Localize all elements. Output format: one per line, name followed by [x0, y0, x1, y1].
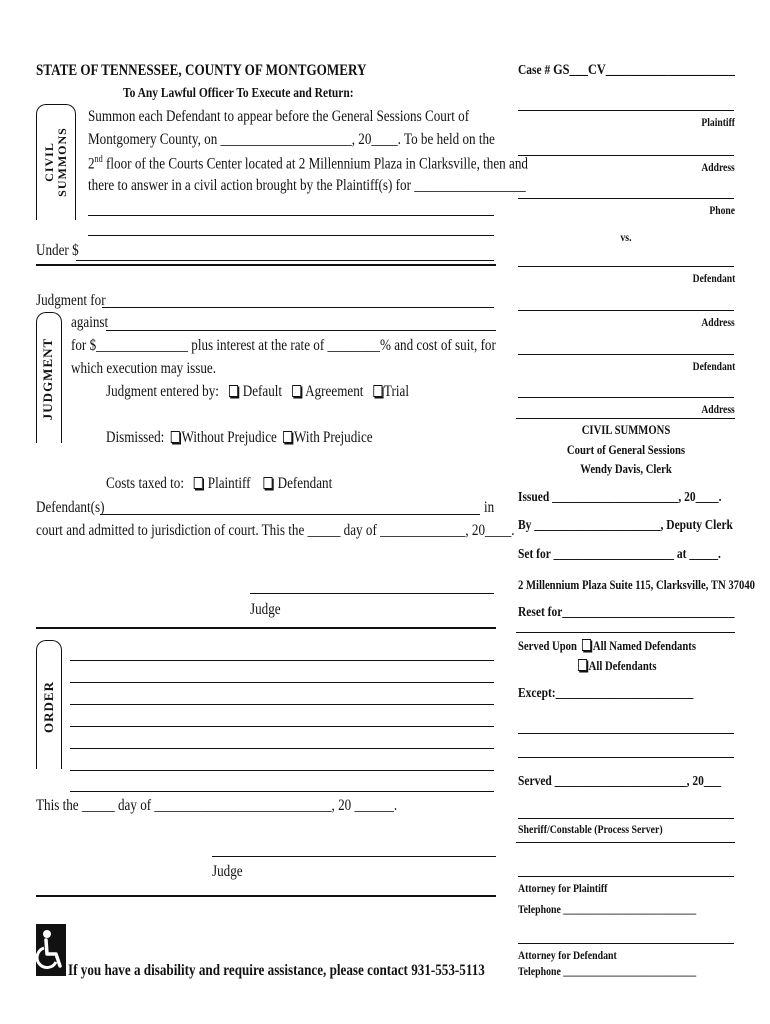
defendant-attorney-label: Attorney for Defendant: [518, 948, 617, 962]
trial-checkbox[interactable]: [373, 385, 382, 397]
summons-line-3: 2nd floor of the Courts Center located at 2 Millennium Plaza in Clarksville, then and: [88, 154, 528, 173]
court-address: 2 Millennium Plaza Suite 115, Clarksville, TN 37040: [518, 577, 756, 592]
order-line-5[interactable]: [70, 748, 494, 749]
civil-summons-title: CIVIL SUMMONS: [581, 422, 671, 437]
default-checkbox[interactable]: [229, 385, 238, 397]
civil-summons-box: [36, 104, 76, 220]
case-gs-field[interactable]: GS___CV_____________________: [553, 62, 735, 78]
served-date-field[interactable]: Served _______________________, 20___: [518, 774, 722, 789]
wheelchair-icon: [36, 924, 66, 976]
section-divider: [36, 264, 496, 266]
order-line-1[interactable]: [70, 660, 494, 661]
without-prejudice-label: Without Prejudice: [181, 429, 277, 446]
served-divider: [516, 632, 735, 633]
defendant2-address-label: Address: [701, 402, 735, 416]
civil-summons-label-line1: CIVIL: [42, 142, 56, 182]
plaintiff-attorney-line[interactable]: [518, 876, 734, 877]
entered-by-label: Judgment entered by:: [106, 383, 219, 400]
defendant-attorney-line[interactable]: [518, 943, 734, 944]
summons-line-1: Summon each Defendant to appear before the General Sessions Court of: [88, 108, 470, 125]
costs-plaintiff-label: Plaintiff: [207, 475, 251, 492]
defendant2-label: Defendant: [692, 359, 735, 373]
plaintiff-line[interactable]: [518, 110, 734, 111]
judgment-for-label: Judgment for: [36, 292, 106, 309]
costs-plaintiff-checkbox[interactable]: [194, 477, 203, 489]
costs-defendant-label: Defendant: [277, 475, 333, 492]
agreement-checkbox[interactable]: [292, 385, 301, 397]
dismissed-row: [106, 429, 373, 447]
plaintiff-address-line[interactable]: [518, 155, 734, 156]
except-line-2[interactable]: [518, 733, 734, 734]
claim-line-2[interactable]: [88, 235, 494, 236]
judgment-amount-line: for $______________ plus interest at the rate of ________% and cost of suit, for: [71, 337, 496, 354]
judgment-box-label: JUDGMENT: [40, 337, 55, 421]
default-label: Default: [242, 383, 283, 400]
trial-label: Trial: [383, 383, 409, 400]
dismissed-label: Dismissed:: [106, 429, 165, 446]
served-upon-label: Served Upon: [518, 638, 577, 653]
plaintiff-attorney-phone[interactable]: Telephone ___________________________: [518, 902, 697, 916]
case-label: Case #: [518, 63, 551, 78]
court-name: Court of General Sessions: [566, 442, 686, 457]
defendant1-address-line[interactable]: [518, 310, 734, 311]
sheriff-label: Sheriff/Constable (Process Server): [518, 822, 663, 836]
defendant2-address-line[interactable]: [518, 397, 734, 398]
defendant1-line[interactable]: [518, 266, 734, 267]
defendants-label: Defendant(s): [36, 499, 105, 516]
summons-line-4: there to answer in a civil action brought by the Plaintiff(s) for _________________: [88, 177, 526, 194]
except-line-3[interactable]: [518, 757, 734, 758]
order-date-text: This the _____ day of ___________________________, 20 ______.: [36, 797, 398, 814]
claim-line-1[interactable]: [88, 215, 494, 216]
set-for-field[interactable]: Set for _____________________ at _____.: [518, 547, 721, 562]
order-judge-signature-line[interactable]: [212, 856, 496, 857]
all-defendants-checkbox[interactable]: [578, 659, 587, 671]
defendant-attorney-phone[interactable]: Telephone ___________________________: [518, 964, 697, 978]
costs-taxed-row: [106, 475, 332, 493]
disability-notice: If you have a disability and require assistance, please contact 931-553-5113: [68, 962, 485, 979]
plaintiff-attorney-label: Attorney for Plaintiff: [518, 881, 608, 895]
plaintiff-phone-line[interactable]: [518, 198, 734, 199]
judgment-for-line[interactable]: [102, 307, 494, 308]
state-county-heading: STATE OF TENNESSEE, COUNTY OF MONTGOMERY: [36, 62, 367, 79]
all-defendants-row: [578, 658, 656, 674]
reset-for-field[interactable]: Reset for______________________________: [518, 605, 735, 620]
footer-divider: [36, 895, 496, 897]
under-amount-line[interactable]: [76, 260, 494, 261]
defendants-line[interactable]: [100, 514, 480, 515]
court-admitted-text: court and admitted to jurisdiction of court. This the _____ day of _____________, 20____.: [36, 522, 515, 539]
summons-line-2: Montgomery County, on ____________________, 20____. To be held on the: [88, 131, 495, 148]
with-prejudice-label: With Prejudice: [294, 429, 373, 446]
all-named-defendants-checkbox[interactable]: [582, 639, 591, 651]
costs-defendant-checkbox[interactable]: [264, 477, 273, 489]
entered-by-row: [106, 383, 409, 401]
with-prejudice-checkbox[interactable]: [283, 431, 292, 443]
order-line-3[interactable]: [70, 704, 494, 705]
served-upon-row: [518, 638, 696, 654]
judgment-box: [36, 312, 62, 443]
defendant2-line[interactable]: [518, 354, 734, 355]
order-line-2[interactable]: [70, 682, 494, 683]
defendant1-label: Defendant: [692, 271, 735, 285]
order-line-4[interactable]: [70, 726, 494, 727]
plaintiff-address-label: Address: [701, 160, 735, 174]
to-officer-heading: To Any Lawful Officer To Execute and Return:: [123, 86, 354, 101]
order-box-label: ORDER: [41, 681, 56, 733]
deputy-clerk-field[interactable]: By ______________________, Deputy Clerk: [518, 518, 733, 533]
order-line-6[interactable]: [70, 770, 494, 771]
civil-summons-label-line2: SUMMONS: [55, 127, 69, 197]
all-named-defendants-label: All Named Defendants: [592, 638, 696, 653]
order-line-7[interactable]: [70, 791, 494, 792]
sheriff-signature-line[interactable]: [518, 818, 734, 819]
attorney-divider: [516, 842, 735, 843]
agreement-label: Agreement: [305, 383, 364, 400]
judgment-judge-signature-line[interactable]: [250, 593, 494, 594]
costs-taxed-label: Costs taxed to:: [106, 475, 184, 492]
clerk-name: Wendy Davis, Clerk: [580, 461, 672, 476]
judgment-judge-label: Judge: [250, 601, 281, 618]
clerk-divider-top: [516, 418, 735, 419]
vs-label: vs.: [620, 230, 632, 244]
order-judge-label: Judge: [212, 863, 243, 880]
defendant1-address-label: Address: [701, 315, 735, 329]
execution-text: which execution may issue.: [71, 360, 217, 377]
against-line[interactable]: [106, 330, 496, 331]
in-label: in: [484, 499, 495, 516]
phone-label: Phone: [709, 203, 735, 217]
issued-field[interactable]: Issued ______________________, 20____.: [518, 490, 722, 505]
against-label: against: [71, 314, 109, 331]
order-divider: [36, 627, 496, 629]
plaintiff-label: Plaintiff: [701, 115, 735, 129]
order-box: [36, 640, 62, 769]
under-label: Under $: [36, 242, 79, 259]
all-defendants-label: All Defendants: [588, 658, 657, 673]
case-number-row: [518, 62, 735, 79]
except-field[interactable]: Except:________________________: [518, 686, 694, 701]
without-prejudice-checkbox[interactable]: [171, 431, 180, 443]
